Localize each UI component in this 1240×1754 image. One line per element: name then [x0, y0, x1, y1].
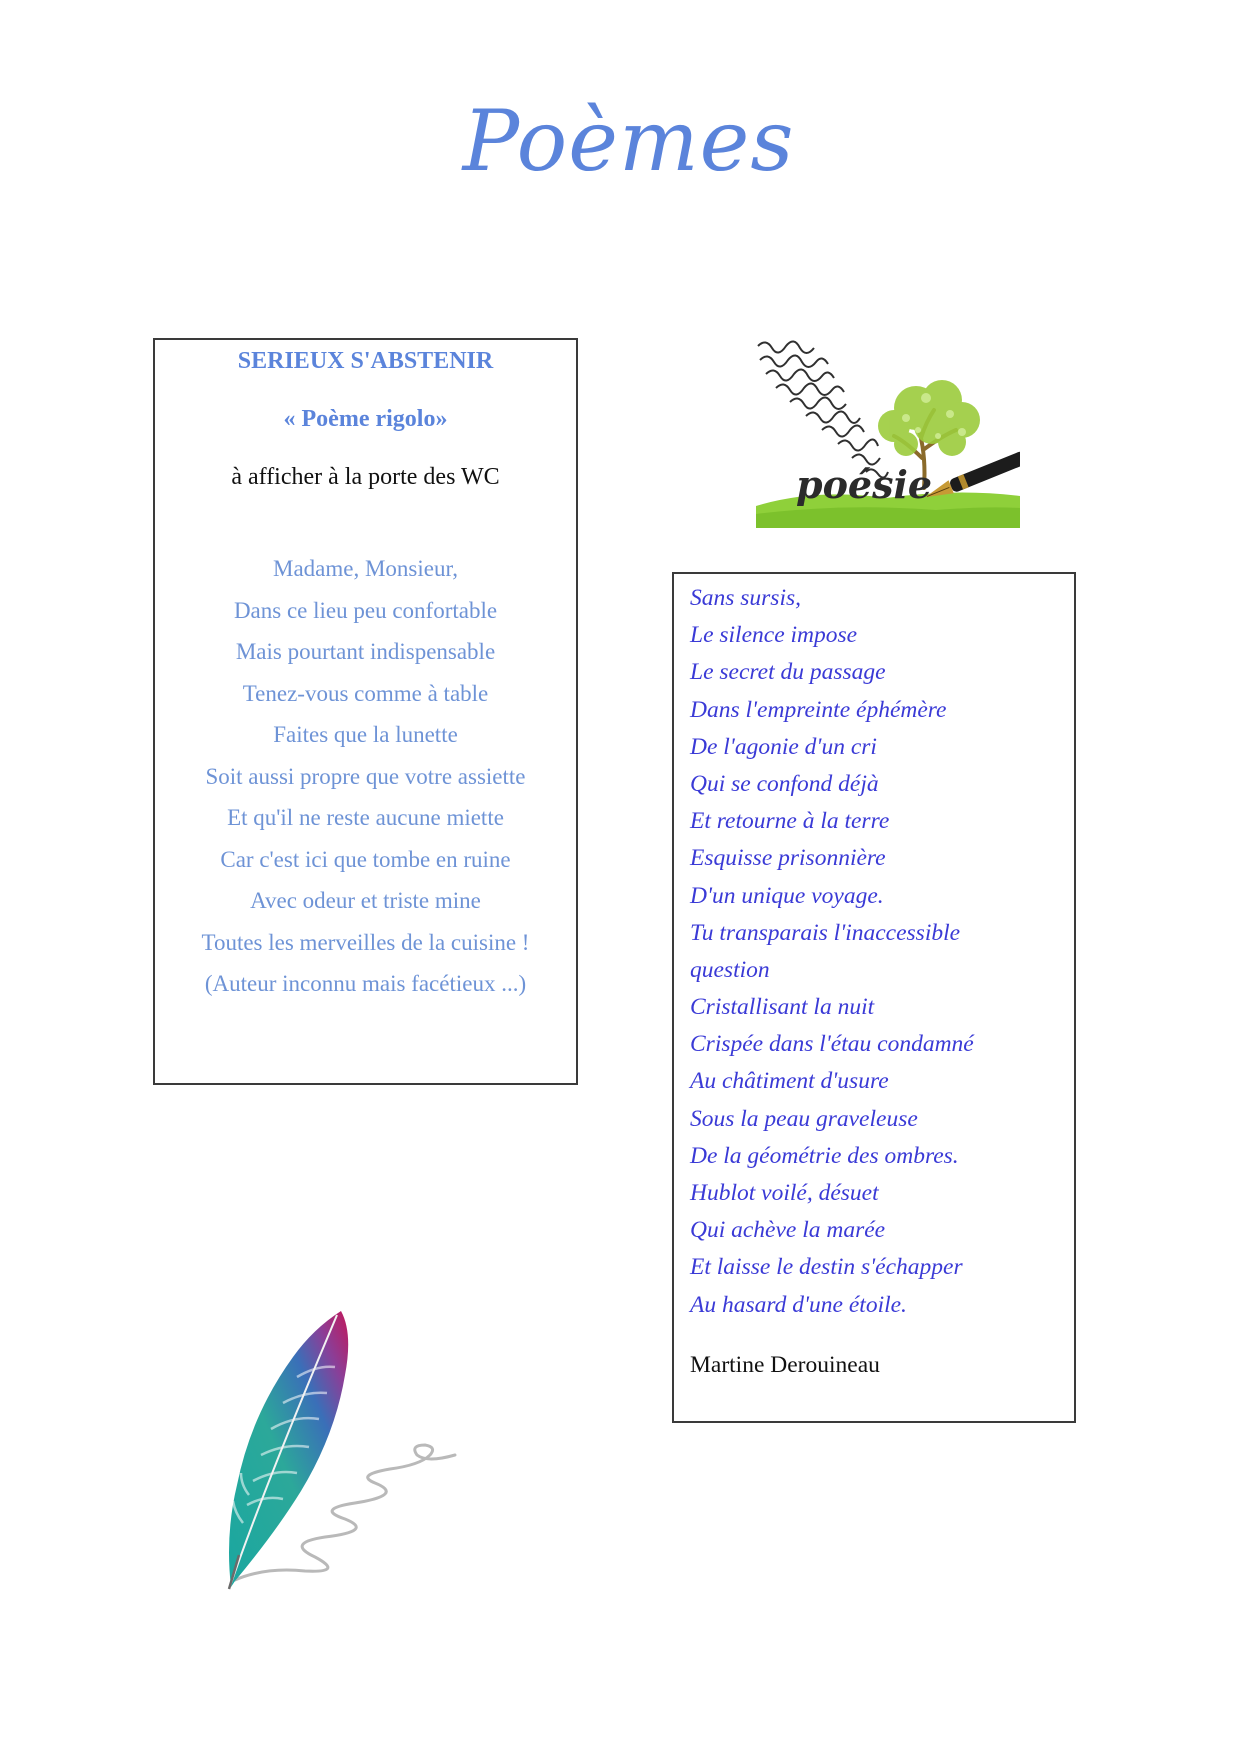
page-title: Poèmes	[462, 92, 795, 190]
poem-line: Qui achève la marée	[690, 1217, 886, 1244]
poem-box-rigolo	[153, 338, 578, 1085]
poem-line: Le silence impose	[690, 622, 858, 649]
poem-lines	[155, 548, 576, 1005]
poesie-caption: poésie	[796, 462, 933, 507]
poem-line: Qui se confond déjà	[690, 770, 879, 797]
poem-line: De l'agonie d'un cri	[690, 733, 877, 760]
poem-line: Car c'est ici que tombe en ruine	[220, 846, 511, 872]
poem-title: SERIEUX S'ABSTENIR	[237, 348, 494, 374]
poem-line: Dans l'empreinte éphémère	[690, 696, 947, 723]
poem-line: question	[690, 956, 770, 983]
poem-author: Martine Derouineau	[690, 1352, 880, 1378]
poem-line: Soit aussi propre que votre assiette	[205, 763, 526, 789]
poem-line: Crispée dans l'étau condamné	[690, 1031, 974, 1058]
poem-line: D'un unique voyage.	[690, 882, 884, 909]
poem-line: Cristallisant la nuit	[690, 994, 875, 1021]
poem-line: Esquisse prisonnière	[690, 845, 886, 872]
poem-line: Tenez-vous comme à table	[242, 680, 489, 706]
feather-quill-icon	[205, 1305, 470, 1590]
poem-note: à afficher à la porte des WC	[231, 464, 500, 490]
poem-line: Hublot voilé, désuet	[690, 1180, 879, 1206]
poem-line: Et laisse le destin s'échapper	[690, 1254, 963, 1281]
poem-line: Et qu'il ne reste aucune miette	[227, 805, 504, 830]
poem-line: Dans ce lieu peu confortable	[233, 597, 498, 623]
poem-line: Tu transparais l'inaccessible	[690, 919, 961, 946]
poem-subtitle: « Poème rigolo»	[283, 406, 448, 432]
poem-line: Au châtiment d'usure	[690, 1068, 889, 1095]
poem-line: Sous la peau graveleuse	[690, 1105, 918, 1132]
poem-lines	[690, 580, 974, 1324]
poem-line: Avec odeur et triste mine	[250, 888, 481, 913]
poem-line: (Auteur inconnu mais facétieux ...)	[204, 971, 527, 996]
poem-line: Mais pourtant indispensable	[235, 639, 496, 664]
poesie-tree-pen-icon	[756, 338, 1020, 528]
poem-line: Faites que la lunette	[273, 722, 458, 747]
poem-line: Sans sursis,	[690, 585, 802, 611]
poem-line: Le secret du passage	[690, 659, 886, 686]
poem-line: Au hasard d'une étoile.	[690, 1291, 907, 1318]
poem-line: Madame, Monsieur,	[273, 556, 458, 581]
poem-line: Toutes les merveilles de la cuisine !	[201, 929, 530, 955]
poem-line: Et retourne à la terre	[690, 808, 890, 835]
poem-line: De la géométrie des ombres.	[690, 1142, 959, 1169]
poem-box-martine	[672, 572, 1076, 1423]
